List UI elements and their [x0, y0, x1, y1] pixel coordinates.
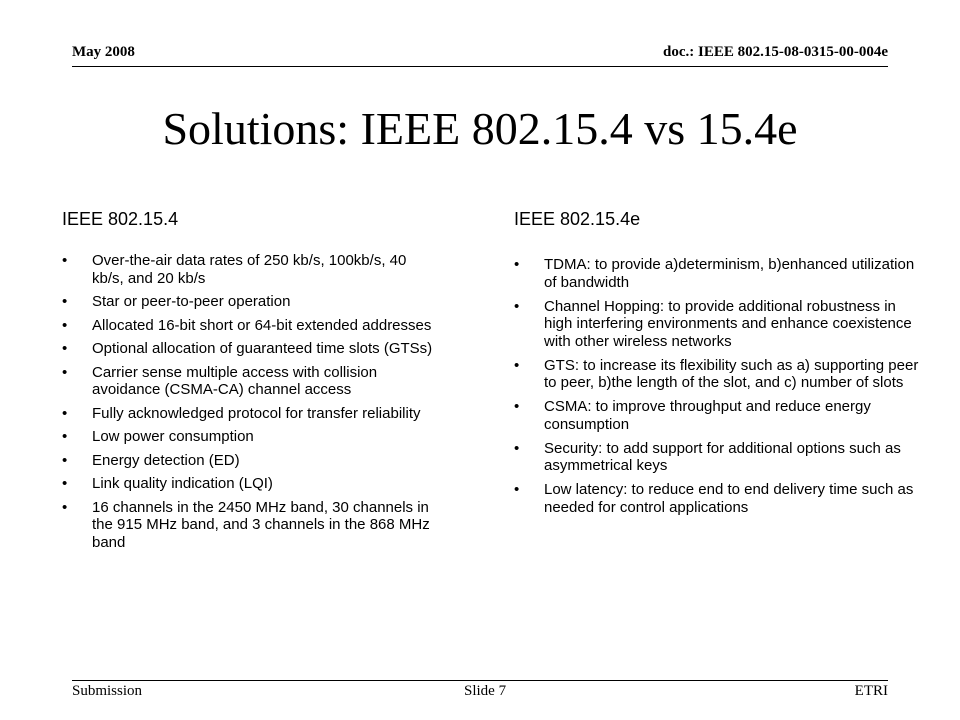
list-item — [514, 298, 924, 351]
slide-title: Solutions: IEEE 802.15.4 vs 15.4e — [162, 103, 798, 154]
left-column-heading: IEEE 802.15.4 — [62, 209, 179, 229]
list-item — [514, 440, 924, 475]
list-item — [62, 452, 442, 470]
bullet-icon: • — [514, 481, 520, 498]
bullet-text: Energy detection (ED) — [92, 451, 240, 469]
bullet-text: Fully acknowledged protocol for transfer reliability — [92, 404, 421, 422]
list-item — [514, 357, 924, 392]
bullet-text: Security: to add support for additional options such as asymmetrical keys — [544, 439, 901, 474]
bullet-text: 16 channels in the 2450 MHz band, 30 channels in the 915 MHz band, and 3 channels in the 868 MHz band — [92, 498, 430, 551]
list-item — [514, 481, 924, 516]
bullet-icon: • — [514, 256, 520, 273]
bullet-text: Star or peer-to-peer operation — [92, 293, 291, 310]
list-item — [62, 499, 442, 552]
header-date: May 2008 — [72, 44, 135, 60]
footer-divider — [72, 680, 888, 681]
bullet-text: Carrier sense multiple access with collision avoidance (CSMA-CA) channel access — [92, 363, 378, 398]
list-item — [62, 252, 442, 287]
right-column — [514, 208, 924, 523]
header-divider — [72, 66, 888, 67]
bullet-icon: • — [514, 356, 520, 374]
header-doc-id: doc.: IEEE 802.15-08-0315-00-004e — [663, 44, 888, 60]
bullet-text: TDMA: to provide a)determinism, b)enhanced utilization of bandwidth — [544, 256, 915, 291]
footer-slide-number: Slide 7 — [464, 683, 507, 699]
bullet-text: Link quality indication (LQI) — [92, 475, 273, 492]
list-item — [62, 293, 442, 311]
bullet-icon: • — [62, 293, 68, 310]
bullet-text: Optional allocation of guaranteed time slots (GTSs) — [92, 340, 433, 357]
bullet-icon: • — [62, 475, 68, 492]
bullet-icon: • — [62, 451, 68, 469]
list-item — [62, 364, 442, 399]
footer-submission: Submission — [72, 683, 143, 699]
bullet-icon: • — [514, 439, 520, 457]
list-item — [62, 317, 442, 335]
bullet-icon: • — [62, 252, 68, 269]
bullet-text: GTS: to increase its flexibility such as a) supporting peer to peer, b)the length of the slot, and c) number of slots — [544, 356, 919, 391]
bullet-text: Over-the-air data rates of 250 kb/s, 100kb/s, 40 kb/s, and 20 kb/s — [92, 252, 407, 287]
list-item — [62, 405, 442, 423]
bullet-icon: • — [62, 428, 68, 445]
left-bullet-list — [62, 252, 442, 551]
list-item — [62, 428, 442, 446]
bullet-text: Channel Hopping: to provide additional robustness in high interfering environments and enhance coexistence with other wireless networks — [544, 297, 912, 350]
bullet-text: Low latency: to reduce end to end delivery time such as needed for control applications — [544, 481, 914, 516]
list-item — [514, 256, 924, 291]
list-item — [514, 398, 924, 433]
bullet-text: CSMA: to improve throughput and reduce energy consumption — [544, 398, 871, 433]
bullet-icon: • — [514, 297, 520, 315]
right-column-heading: IEEE 802.15.4e — [514, 209, 641, 229]
bullet-icon: • — [62, 498, 68, 516]
list-item — [62, 475, 442, 493]
bullet-text: Low power consumption — [92, 428, 254, 445]
bullet-text: Allocated 16-bit short or 64-bit extended addresses — [92, 316, 432, 334]
bullet-icon: • — [62, 404, 68, 422]
right-bullet-list — [514, 256, 924, 516]
bullet-icon: • — [62, 340, 68, 357]
list-item — [62, 340, 442, 358]
bullet-icon: • — [514, 398, 520, 415]
bullet-icon: • — [62, 316, 68, 334]
left-column — [62, 208, 442, 557]
bullet-icon: • — [62, 363, 68, 381]
footer-organization: ETRI — [854, 683, 888, 699]
